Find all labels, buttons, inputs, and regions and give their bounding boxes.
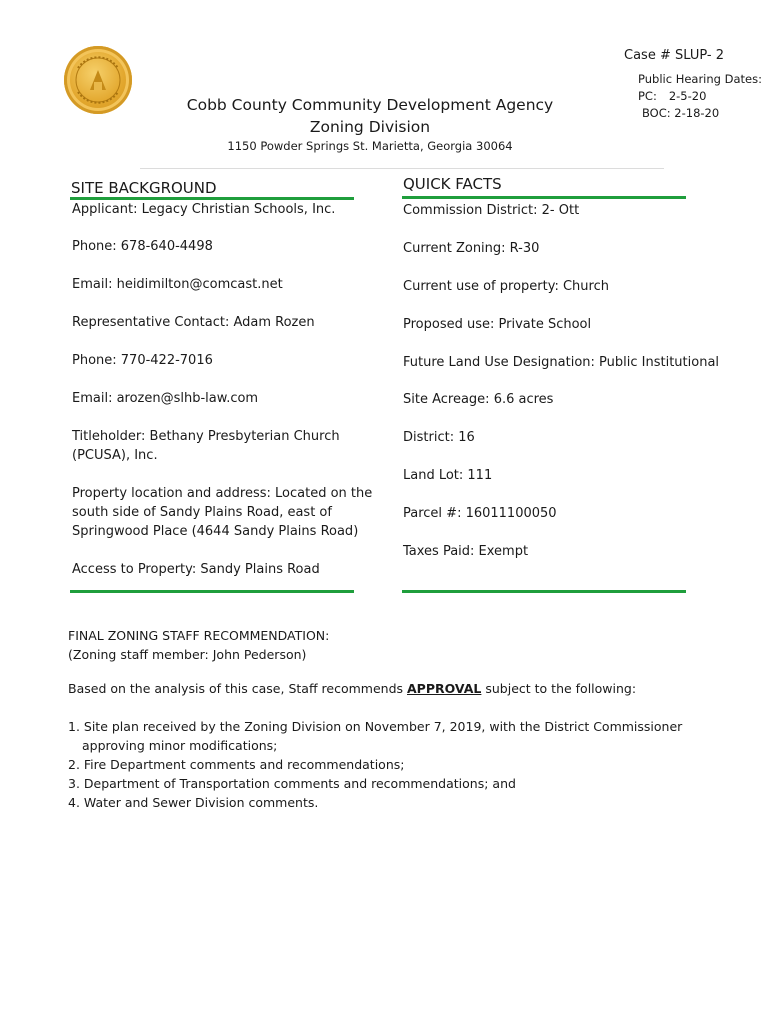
district: District: 16 [403, 430, 475, 445]
applicant: Applicant: Legacy Christian Schools, Inc. [72, 202, 336, 217]
applicant-email: Email: heidimilton@comcast.net [72, 277, 283, 292]
header-divider [140, 168, 664, 169]
staff-member: (Zoning staff member: John Pederson) [68, 647, 307, 662]
case-number: Case # SLUP- 2 [624, 48, 724, 63]
intro-after: subject to the following: [481, 681, 637, 696]
taxes-paid: Taxes Paid: Exempt [403, 544, 529, 559]
agency-address: 1150 Powder Springs St. Marietta, Georgia 30064 [227, 139, 513, 153]
current-zoning: Current Zoning: R-30 [403, 241, 540, 256]
location-line-2: south side of Sandy Plains Road, east of [72, 505, 332, 520]
pc-date: 2-5-20 [668, 89, 707, 103]
location-line-1: Property location and address: Located on the [72, 486, 373, 501]
applicant-phone: Phone: 678-640-4498 [72, 239, 213, 254]
approval-word: APPROVAL [407, 681, 482, 696]
representative-contact: Representative Contact: Adam Rozen [72, 315, 315, 330]
quick-facts-rule-bottom [402, 590, 686, 593]
titleholder-line-1: Titleholder: Bethany Presbyterian Church [72, 429, 340, 444]
recommendation-heading: FINAL ZONING STAFF RECOMMENDATION: [68, 628, 330, 643]
titleholder-line-2: (PCUSA), Inc. [72, 448, 158, 463]
boc-date: BOC: 2-18-20 [642, 106, 720, 120]
parcel-number: Parcel #: 16011100050 [403, 506, 557, 521]
condition-1: 1. Site plan received by the Zoning Division on November 7, 2019, with the District Commissioner [68, 719, 683, 734]
intro-before: Based on the analysis of this case, Staff recommends [68, 681, 407, 696]
agency-title: Cobb County Community Development Agency [186, 96, 554, 114]
condition-3: 3. Department of Transportation comments and recommendations; and [68, 776, 516, 791]
condition-4: 4. Water and Sewer Division comments. [68, 795, 319, 810]
land-lot: Land Lot: 111 [403, 468, 493, 483]
seal-emblem-icon [64, 46, 132, 114]
current-use: Current use of property: Church [403, 279, 609, 294]
site-acreage: Site Acreage: 6.6 acres [403, 392, 554, 407]
site-background-heading: SITE BACKGROUND [71, 179, 217, 197]
location-line-3: Springwood Place (4644 Sandy Plains Road) [72, 524, 359, 539]
pc-label: PC: [638, 89, 657, 103]
condition-1-cont: approving minor modifications; [82, 738, 278, 753]
quick-facts-heading: QUICK FACTS [403, 175, 502, 193]
quick-facts-rule-top [402, 196, 686, 199]
hearing-dates [638, 71, 762, 122]
hearing-title: Public Hearing Dates: [638, 72, 762, 86]
condition-2: 2. Fire Department comments and recommendations; [68, 757, 405, 772]
property-access: Access to Property: Sandy Plains Road [72, 562, 320, 577]
conditions-list [68, 717, 682, 812]
division-title: Zoning Division [309, 118, 431, 136]
recommendation-intro [68, 679, 636, 698]
titleholder [72, 427, 340, 465]
commission-district: Commission District: 2- Ott [403, 203, 580, 218]
representative-email: Email: arozen@slhb-law.com [72, 391, 259, 406]
proposed-use: Proposed use: Private School [403, 317, 592, 332]
site-background-rule-bottom [70, 590, 354, 593]
future-land-use: Future Land Use Designation: Public Institutional [403, 355, 720, 370]
property-location [72, 484, 372, 541]
cobb-county-seal [64, 46, 132, 114]
pc-date-line [638, 88, 762, 105]
representative-phone: Phone: 770-422-7016 [72, 353, 213, 368]
